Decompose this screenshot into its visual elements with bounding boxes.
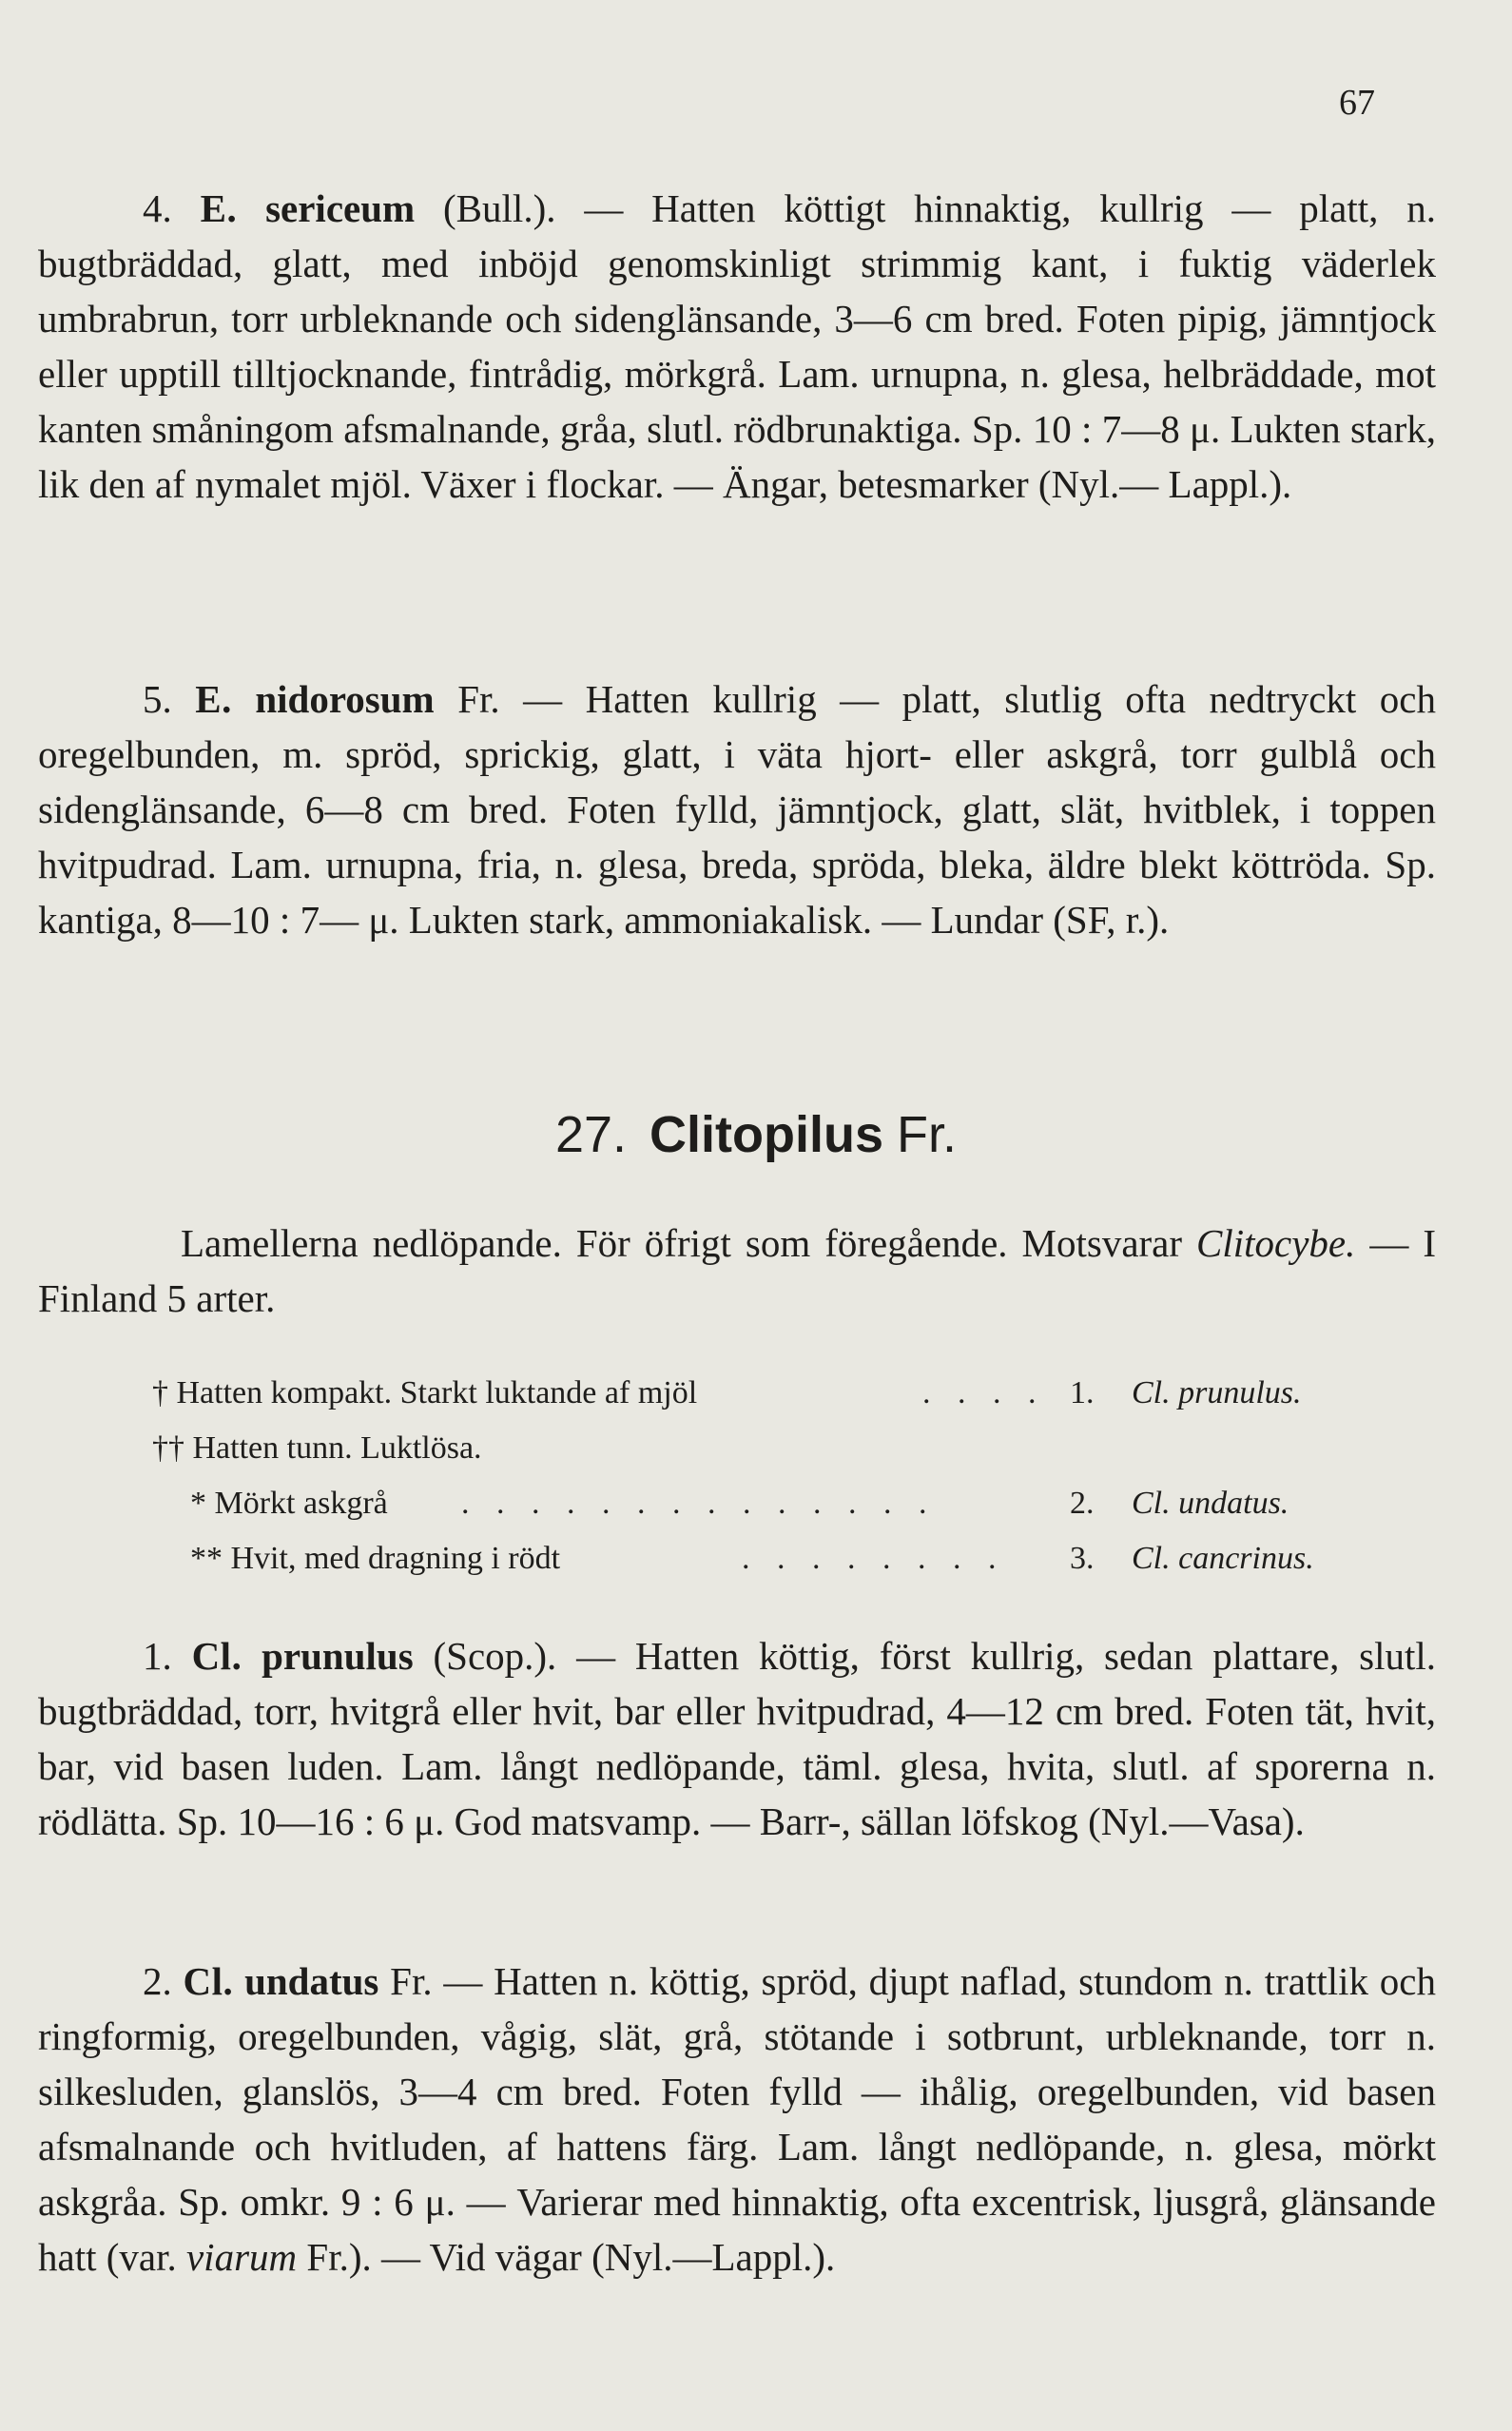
key-number: 1. — [1070, 1375, 1095, 1410]
entry-number: 5. — [143, 677, 172, 721]
key-species-name: Cl. cancrinus. — [1132, 1541, 1314, 1576]
entry-genus: Cl. — [191, 1634, 242, 1678]
key-line — [152, 1366, 1388, 1421]
entry-author: Fr. — [457, 677, 500, 721]
intro-text-b: — I Finland 5 arter. — [38, 1221, 1437, 1320]
variety-name: viarum — [185, 2235, 298, 2279]
entry-genus: Cl. — [183, 1959, 234, 2003]
key-dots: . . . . — [922, 1375, 1046, 1410]
species-entry-nidorosum — [38, 671, 1436, 947]
key-text: †† Hatten tunn. Luktlösa. — [152, 1430, 482, 1466]
section-heading — [0, 1105, 1512, 1164]
identification-key — [152, 1366, 1388, 1586]
section-number: 27. — [554, 1106, 628, 1163]
entry-author: Fr. — [390, 1959, 433, 2003]
entry-species: undatus — [244, 1959, 379, 2003]
key-line — [152, 1421, 1388, 1476]
entry-number: 4. — [143, 186, 172, 230]
key-species-name: Cl. prunulus. — [1132, 1375, 1302, 1410]
intro-text: Lamellerna nedlöpande. För öfrigt som föregående. Motsvarar — [181, 1221, 1183, 1265]
key-text: † Hatten kompakt. Starkt luktande af mjöl — [152, 1375, 698, 1410]
species-entry-prunulus — [38, 1628, 1436, 1849]
entry-author: (Bull.). — [443, 186, 556, 230]
page-number: 67 — [1339, 83, 1375, 123]
entry-author: (Scop.). — [433, 1634, 557, 1678]
key-number: 2. — [1070, 1486, 1095, 1521]
key-dots: . . . . . . . . — [742, 1541, 1006, 1576]
entry-genus: E. — [195, 677, 232, 721]
section-intro — [38, 1216, 1436, 1326]
key-species-name: Cl. undatus. — [1132, 1486, 1289, 1521]
species-entry-sericeum — [38, 181, 1436, 512]
entry-genus: E. — [200, 186, 238, 230]
key-text: ** Hvit, med dragning i rödt — [190, 1541, 561, 1576]
entry-description: — Hatten köttigt hinnaktig, kullrig — platt, n. bugtbräddad, glatt, med inböjd genomskinligt strimmig kant, i fuktig väderlek umbrabrun, torr urbleknande och sidenglänsande, 3—6 cm bred. Foten pipig, jämntjock eller upptill tilltjocknande, fintrådig, mörkgrå. Lam. urnupna, n. glesa, helbräddade, mot kanten småningom afsmalnande, gråa, slutl. rödbrunaktiga. Sp. 10 : 7—8 μ. Lukten stark, lik den af nymalet mjöl. Växer i flockar. — Ängar, betesmarker (Nyl.— Lappl.). — [38, 186, 1437, 506]
entry-species: sericeum — [265, 186, 416, 230]
key-line — [152, 1476, 1388, 1531]
key-number: 3. — [1070, 1541, 1095, 1576]
entry-number: 1. — [143, 1634, 172, 1678]
key-text: * Mörkt askgrå — [190, 1486, 388, 1521]
entry-number: 2. — [143, 1959, 172, 2003]
entry-species: nidorosum — [255, 677, 435, 721]
key-line — [152, 1531, 1388, 1586]
intro-italic: Clitocybe. — [1196, 1221, 1356, 1265]
section-author: Fr. — [897, 1106, 958, 1163]
entry-description-end: Fr.). — Vid vägar (Nyl.—Lappl.). — [306, 2235, 836, 2279]
species-entry-undatus — [38, 1954, 1436, 2285]
entry-description: — Hatten köttig, först kullrig, sedan plattare, slutl. bugtbräddad, torr, hvitgrå eller hvit, bar eller hvitpudrad, 4—12 cm bred. Foten tät, hvit, bar, vid basen luden. Lam. långt nedlöpande, täml. glesa, hvita, slutl. af sporerna n. rödlätta. Sp. 10—16 : 6 μ. God matsvamp. — Barr-, sällan löfskog (Nyl.—Vasa). — [38, 1634, 1437, 1843]
key-dots: . . . . . . . . . . . . . . — [461, 1486, 937, 1521]
entry-description: — Hatten n. köttig, spröd, djupt naflad, stundom n. trattlik och ringformig, oregelbunden, vågig, slät, grå, stötande i sotbrunt, urbleknande, torr n. silkesluden, glanslös, 3—4 cm bred. Foten fylld — ihålig, oregelbunden, vid basen afsmalnande och hvitluden, af hattens färg. Lam. långt nedlöpande, n. glesa, mörkt askgråa. Sp. omkr. 9 : 6 μ. — Varierar med hinnaktig, ofta excentrisk, ljusgrå, glänsande hatt (var. — [38, 1959, 1436, 2279]
entry-description: — Hatten kullrig — platt, slutlig ofta nedtryckt och oregelbunden, m. spröd, sprickig, glatt, i väta hjort- eller askgrå, torr gulblå och sidenglänsande, 6—8 cm bred. Foten fylld, jämntjock, glatt, slät, hvitblek, i toppen hvitpudrad. Lam. urnupna, fria, n. glesa, breda, spröda, bleka, äldre blekt köttröda. Sp. kantiga, 8—10 : 7— μ. Lukten stark, ammoniakalisk. — Lundar (SF, r.). — [38, 677, 1437, 942]
entry-species: prunulus — [262, 1634, 414, 1678]
section-name: Clitopilus — [649, 1106, 884, 1163]
